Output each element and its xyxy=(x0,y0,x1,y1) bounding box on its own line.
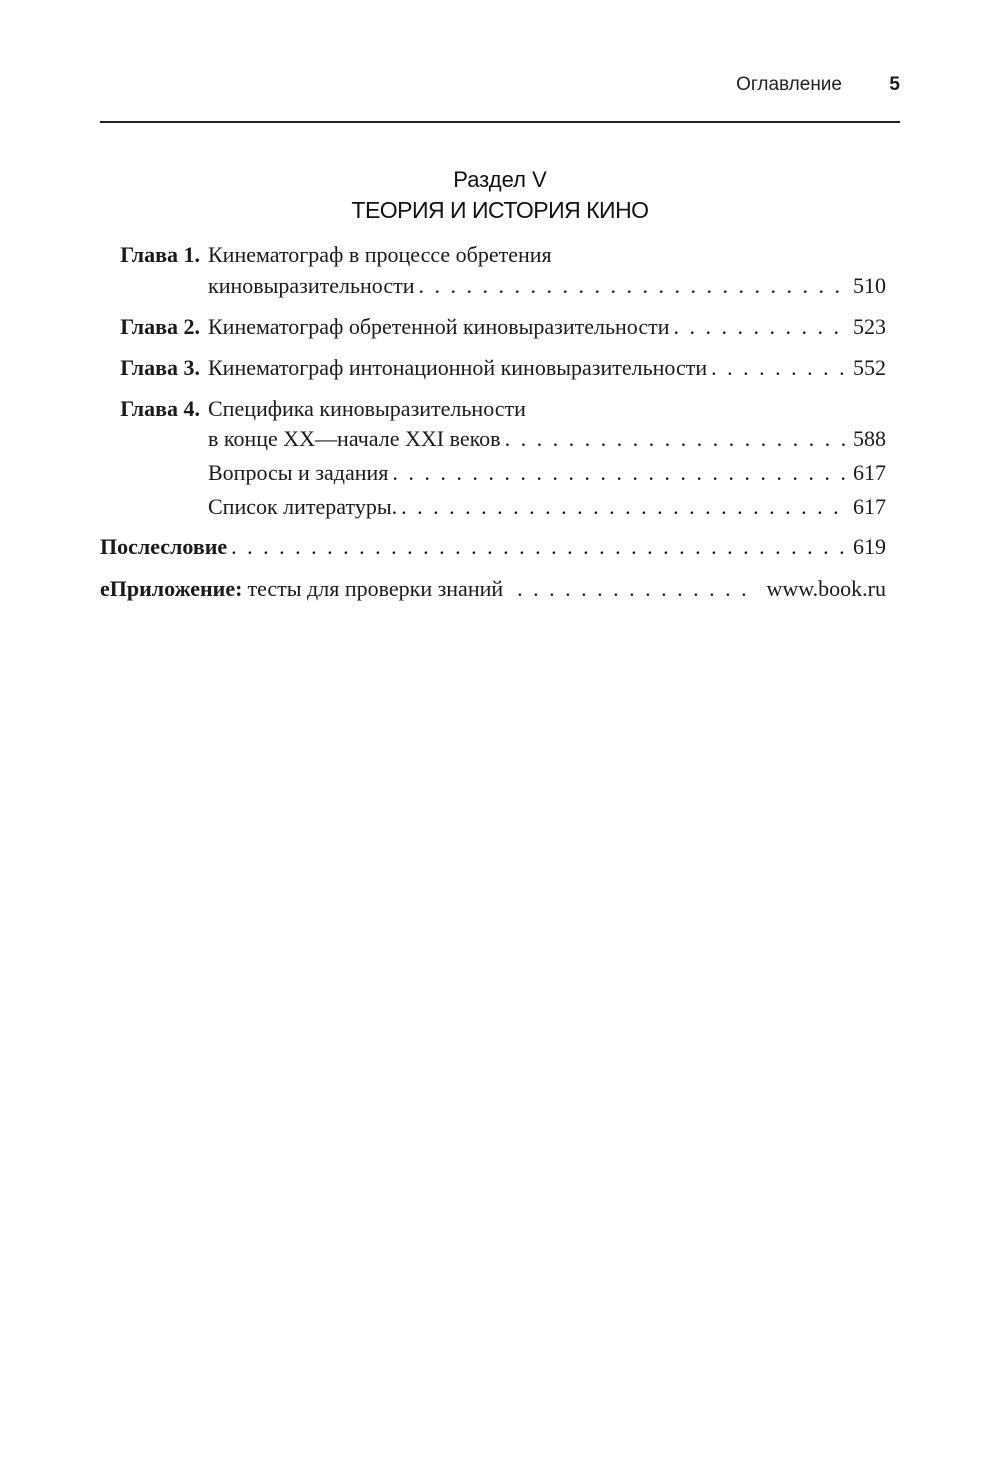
entry-title: Список литературы. xyxy=(208,494,398,519)
chapter-title-cont: в конце XX—начале XXI веков xyxy=(208,426,501,451)
toc-entry-appendix[interactable] xyxy=(100,574,886,604)
page-ref: 510 xyxy=(853,273,886,298)
chapter-title: Кинематограф обретенной киновыразительности xyxy=(208,314,670,339)
chapter-title-cont: киновыразительности xyxy=(208,273,415,298)
entry-title: Вопросы и задания xyxy=(208,460,389,485)
dot-leader xyxy=(231,532,849,562)
chapter-title: Специфика киновыразительности xyxy=(208,396,526,421)
page-ref: 619 xyxy=(853,534,886,559)
dot-leader xyxy=(392,458,849,488)
chapter-title: Кинематограф в процессе обретения xyxy=(208,242,552,267)
chapter-label: Глава 4. xyxy=(120,396,200,421)
page-ref: 617 xyxy=(853,494,886,519)
section-title: ТЕОРИЯ И ИСТОРИЯ КИНО xyxy=(351,197,649,223)
dot-leader xyxy=(517,574,752,604)
chapter-label: Глава 3. xyxy=(120,355,200,380)
section-label: Раздел V xyxy=(453,167,547,192)
page-ref: 588 xyxy=(853,426,886,451)
appendix-title: тесты для проверки знаний xyxy=(247,576,504,601)
toc-entry-afterword[interactable] xyxy=(100,532,886,562)
dot-leader xyxy=(401,492,849,522)
running-header-title: Оглавление xyxy=(736,74,842,95)
appendix-link[interactable]: www.book.ru xyxy=(766,576,886,601)
appendix-label: еПриложение: xyxy=(100,576,243,601)
chapter-label: Глава 2. xyxy=(120,314,200,339)
entry-title: Послесловие xyxy=(100,534,228,559)
dot-leader xyxy=(711,353,849,383)
page-ref: 552 xyxy=(853,355,886,380)
page-ref: 617 xyxy=(853,460,886,485)
chapter-label: Глава 1. xyxy=(120,242,200,267)
dot-leader xyxy=(419,271,850,301)
toc-entry-questions[interactable] xyxy=(100,458,886,488)
dot-leader xyxy=(673,312,849,342)
dot-leader xyxy=(505,424,849,454)
toc-entry-bibliography[interactable] xyxy=(100,492,886,522)
chapter-title: Кинематограф интонационной киновыразительности xyxy=(208,355,708,380)
page-number: 5 xyxy=(889,74,900,95)
page-ref: 523 xyxy=(853,314,886,339)
header-rule xyxy=(100,121,900,123)
